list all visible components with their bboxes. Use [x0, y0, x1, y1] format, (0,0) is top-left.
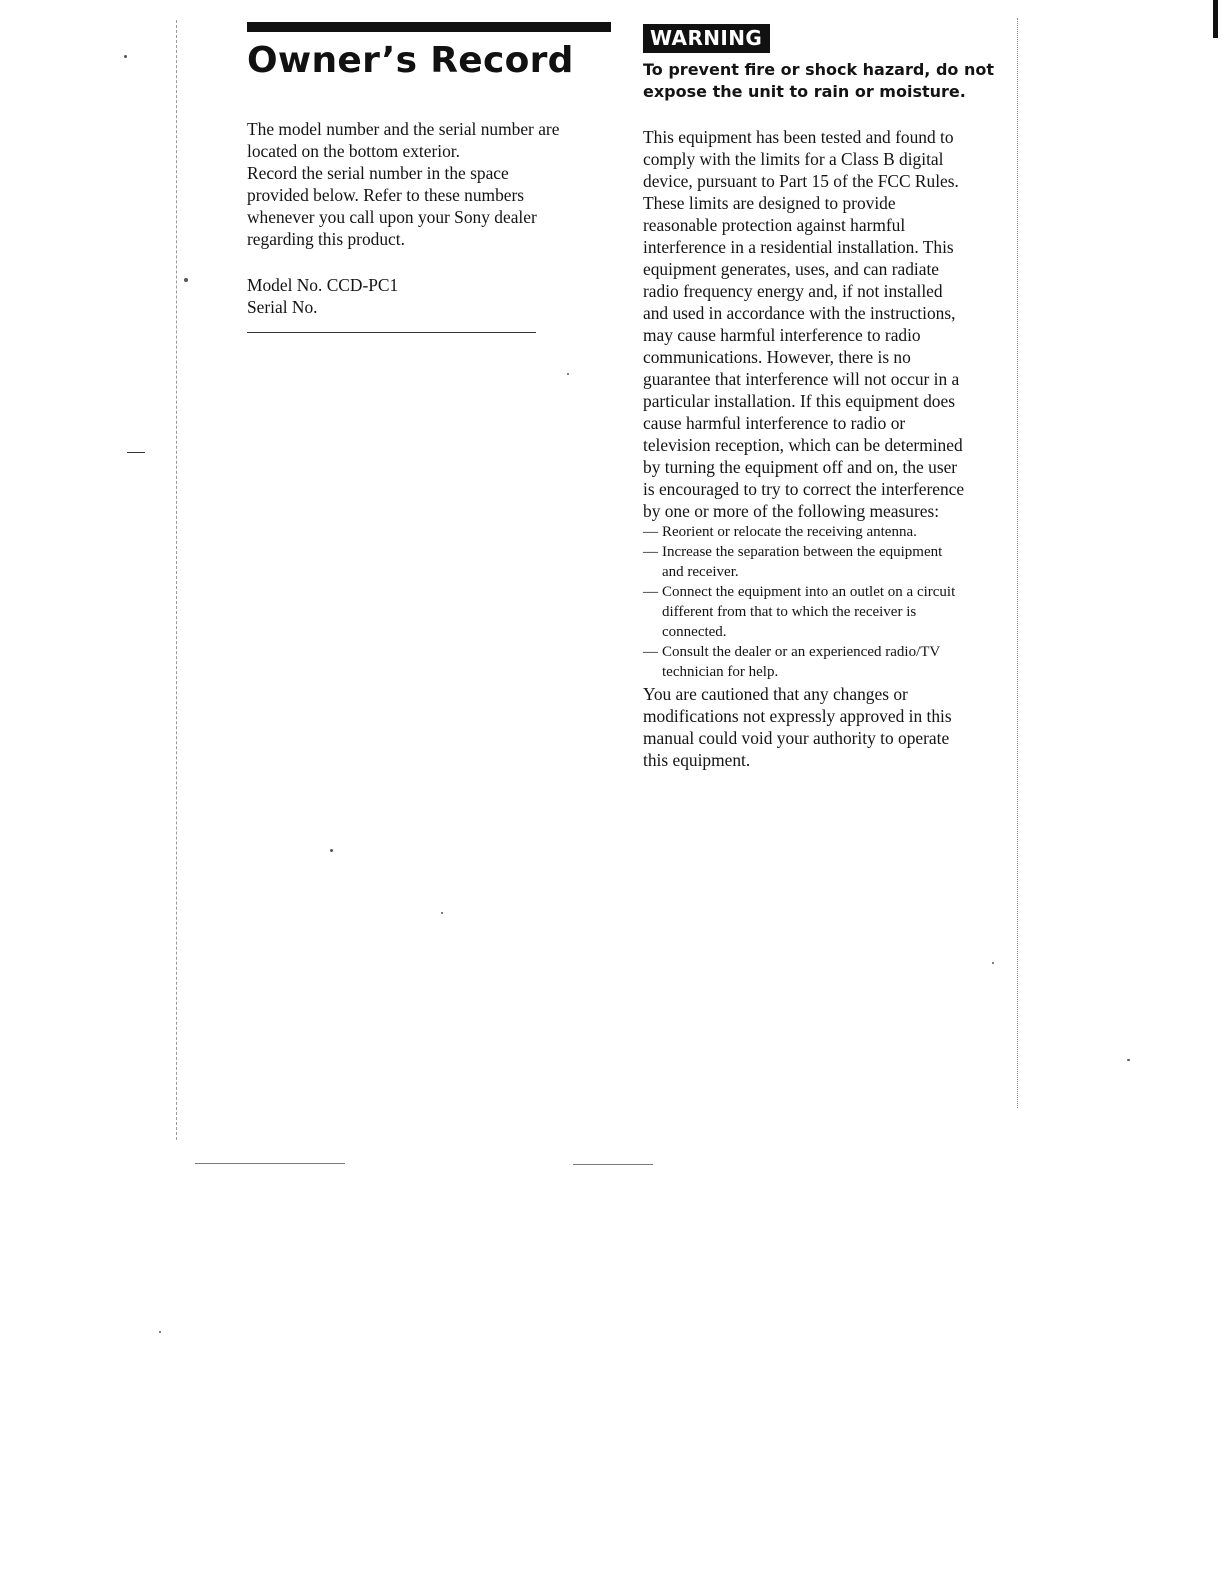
- fcc-line: may cause harmful interference to radio: [643, 325, 921, 345]
- fcc-line: cause harmful interference to radio or: [643, 413, 906, 433]
- scan-dash-left: [127, 452, 145, 453]
- paragraph-line: The model number and the serial number are: [247, 119, 560, 139]
- warning-notice: [643, 59, 1008, 103]
- owners-record-paragraph: [247, 118, 617, 250]
- scan-speck: [441, 912, 443, 914]
- warning-notice-line: To prevent fire or shock hazard, do not: [643, 60, 994, 79]
- dash-bullet: —: [643, 544, 658, 560]
- fcc-line: and used in accordance with the instructions,: [643, 303, 956, 323]
- scan-edge-left: [176, 20, 177, 1140]
- closing-line: manual could void your authority to operate: [643, 728, 950, 748]
- measure-line: different from that to which the receiver is: [662, 604, 917, 620]
- warning-notice-line: expose the unit to rain or moisture.: [643, 82, 966, 101]
- dash-bullet: —: [643, 584, 658, 600]
- closing-statement: [643, 683, 1008, 771]
- fcc-line: device, pursuant to Part 15 of the FCC Rules.: [643, 171, 959, 191]
- serial-number-line: Serial No.: [247, 297, 318, 317]
- measure-line: Reorient or relocate the receiving antenna.: [662, 524, 917, 540]
- heading-rule: [247, 22, 611, 32]
- measure-line: Increase the separation between the equipment: [662, 544, 943, 560]
- paragraph-line: located on the bottom exterior.: [247, 141, 460, 161]
- paragraph-line: whenever you call upon your Sony dealer: [247, 207, 537, 227]
- fcc-line: This equipment has been tested and found to: [643, 127, 954, 147]
- closing-line: You are cautioned that any changes or: [643, 684, 908, 704]
- fcc-line: by turning the equipment off and on, the user: [643, 457, 958, 477]
- scan-corner-mark: [1213, 0, 1218, 38]
- scan-edge-right: [1017, 18, 1018, 1108]
- fcc-line: particular installation. If this equipment does: [643, 391, 955, 411]
- measures-list: [643, 522, 1008, 682]
- paragraph-line: Record the serial number in the space: [247, 163, 509, 183]
- owners-record-section: [247, 22, 617, 333]
- scan-speck: [330, 849, 333, 852]
- measure-line: Consult the dealer or an experienced radio/TV: [662, 644, 941, 660]
- closing-line: this equipment.: [643, 750, 751, 770]
- scan-rule-left: [195, 1163, 345, 1164]
- list-item: [643, 582, 1008, 642]
- model-number-line: Model No. CCD-PC1: [247, 275, 399, 295]
- scan-speck: [124, 55, 127, 58]
- fcc-line: equipment generates, uses, and can radiate: [643, 259, 939, 279]
- fcc-line: guarantee that interference will not occur in a: [643, 369, 960, 389]
- list-item: [643, 642, 1008, 682]
- fcc-line: is encouraged to try to correct the interference: [643, 479, 965, 499]
- fcc-line: radio frequency energy and, if not installed: [643, 281, 943, 301]
- fcc-line: comply with the limits for a Class B digital: [643, 149, 944, 169]
- record-fields: [247, 274, 617, 333]
- paragraph-line: regarding this product.: [247, 229, 405, 249]
- list-item: [643, 542, 1008, 582]
- paragraph-line: provided below. Refer to these numbers: [247, 185, 525, 205]
- scan-rule-right: [573, 1164, 653, 1165]
- measure-line: Connect the equipment into an outlet on a circuit: [662, 584, 956, 600]
- fcc-line: interference in a residential installation. This: [643, 237, 954, 257]
- fcc-line: communications. However, there is no: [643, 347, 911, 367]
- scan-speck: [1127, 1059, 1130, 1061]
- fcc-line: by one or more of the following measures:: [643, 501, 940, 521]
- fcc-statement: [643, 126, 1008, 522]
- list-item: [643, 522, 1008, 542]
- fcc-line: These limits are designed to provide: [643, 193, 896, 213]
- dash-bullet: —: [643, 644, 658, 660]
- owners-record-title: Owner’s Record: [247, 40, 574, 81]
- scan-speck: [992, 962, 994, 964]
- scan-speck: [184, 278, 188, 282]
- scan-speck: [567, 373, 569, 375]
- fcc-line: television reception, which can be determined: [643, 435, 963, 455]
- warning-badge: WARNING: [643, 24, 770, 53]
- serial-number-blank: [247, 332, 536, 333]
- measure-line: connected.: [662, 624, 727, 640]
- fcc-line: reasonable protection against harmful: [643, 215, 906, 235]
- dash-bullet: —: [643, 524, 658, 540]
- measure-line: technician for help.: [662, 664, 779, 680]
- closing-line: modifications not expressly approved in this: [643, 706, 952, 726]
- scan-speck: [159, 1331, 161, 1333]
- measure-line: and receiver.: [662, 564, 739, 580]
- warning-section: [643, 24, 1008, 771]
